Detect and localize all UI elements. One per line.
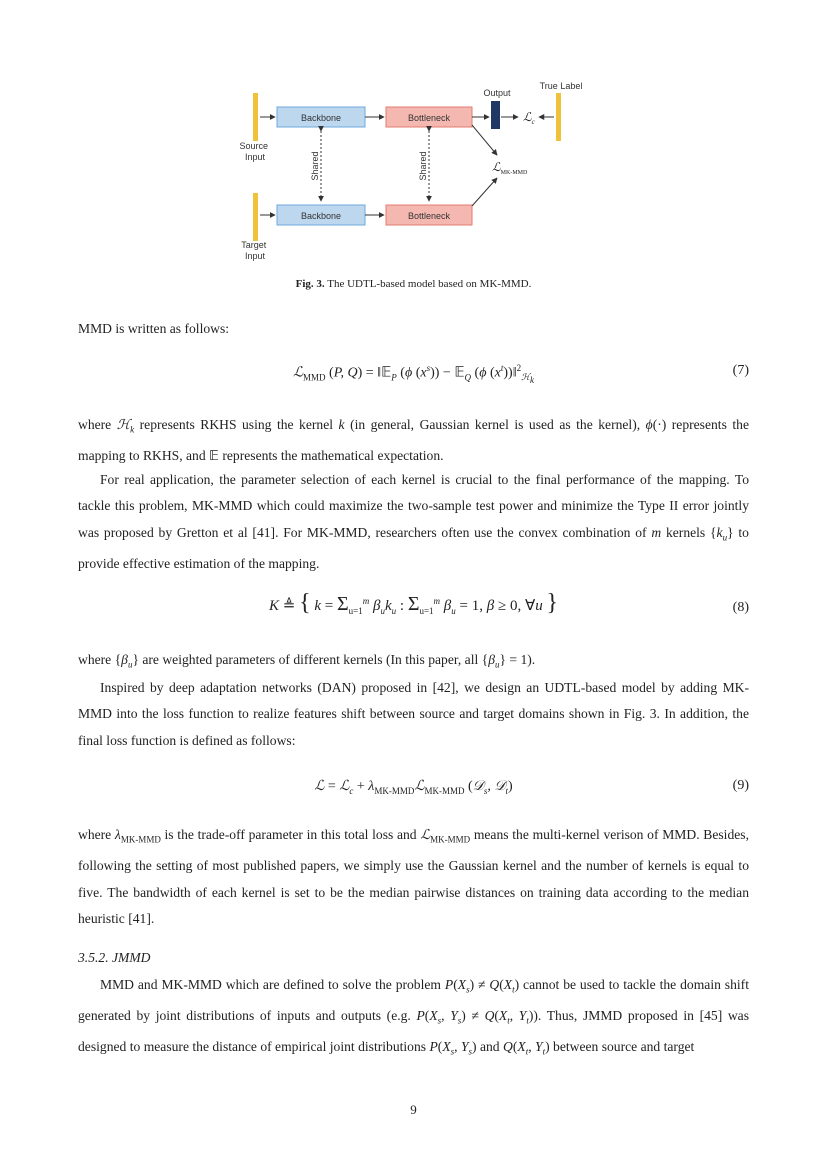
paragraph-mmd-intro: MMD is written as follows: bbox=[78, 321, 230, 336]
shared-left-label: Shared bbox=[310, 151, 320, 181]
bottleneck-top-label: Bottleneck bbox=[407, 113, 451, 123]
output-label: Output bbox=[483, 88, 511, 98]
caption-text: The UDTL-based model based on MK-MMD. bbox=[327, 278, 532, 290]
arrow-top-to-mmd bbox=[472, 125, 497, 155]
backbone-bottom-label: Backbone bbox=[300, 211, 342, 221]
equation-7-body: ℒ$_{MMD}$ (P, Q) = ‖𝔼$_P$ (ϕ $(x^s)$) − 𝔼$_Q$ (ϕ $(x^t))‖^2_{ℋ_k}$ bbox=[292, 363, 535, 386]
paragraph-dan: Inspired by deep adaptation networks (DAN) proposed in [42], we design an UDTL-based model by adding MK-MMD into the loss function to realize features shift between source and target domains shown in Fig. 3. In addition, the final loss function is defined as follows: bbox=[78, 680, 749, 748]
equation-8 bbox=[78, 590, 749, 634]
page-number: 9 bbox=[410, 1102, 417, 1117]
equation-7 bbox=[78, 363, 749, 393]
loss-mmd-label: ℒ$_{MK-MMD}$ bbox=[492, 160, 528, 176]
target-input-bar bbox=[253, 193, 258, 241]
caption-label: Fig. 3. bbox=[295, 278, 325, 290]
figure-caption bbox=[0, 278, 827, 290]
loss-c-label: ℒ$_c$ bbox=[523, 110, 535, 126]
figure-udtl-mkmmd bbox=[235, 75, 595, 270]
arrow-bottom-to-mmd bbox=[472, 178, 497, 206]
architecture-diagram bbox=[235, 75, 595, 270]
section-heading-jmmd: 3.5.2. JMMD bbox=[78, 950, 151, 965]
equation-9-number: (9) bbox=[732, 778, 749, 793]
true-label-bar bbox=[556, 93, 561, 141]
paragraph-rkhs: where ℋ$_k$ represents RKHS using the kernel k (in general, Gaussian kernel is used as the kernel), ϕ(·) represents the mapping to RKHS, and 𝔼 represents the mathematical expectation. bbox=[78, 417, 749, 464]
equation-8-number: (8) bbox=[732, 600, 749, 615]
target-input-label: Target Input bbox=[241, 240, 267, 261]
paragraph-beta: where $\{\beta_u\}$ are weighted parameters of different kernels (In this paper, all $\{\beta_u\} = 1$). bbox=[78, 652, 536, 670]
backbone-top-label: Backbone bbox=[300, 113, 342, 123]
source-input-label: Source Input bbox=[239, 141, 269, 162]
equation-8-body: K ≜ { $k = \Sigma_{u=1}^m$ $\beta_uk_u$ : $\Sigma_{u=1}^m$ $\beta_u = 1$, β ≥ 0, ∀u } bbox=[269, 590, 558, 616]
shared-right-label: Shared bbox=[418, 151, 428, 181]
output-block bbox=[491, 101, 500, 129]
paragraph-mkmmd: For real application, the parameter selection of each kernel is crucial to the final performance of the mapping. To tackle this problem, MK-MMD which could maximize the two-sample test power and minimize the Type II error jointly was proposed by Gretton et al [41]. For MK-MMD, researchers often use the convex combination of m kernels $\{k_u\}$ to provide effective estimation of the mapping. bbox=[78, 472, 749, 571]
source-input-bar bbox=[253, 93, 258, 141]
bottleneck-bottom-label: Bottleneck bbox=[407, 211, 451, 221]
equation-9 bbox=[78, 778, 749, 802]
paragraph-jmmd: MMD and MK-MMD which are defined to solve the problem $P(X_s) \ne Q(X_t)$ cannot be used to tackle the domain shift generated by joint distributions of inputs and outputs (e.g. $P(X_s$, $Y_s) \ne Q(X_t$, $Y_t$)). Thus, JMMD proposed in [45] was designed to measure the distance of empirical joint distributions $P(X_s$, $Y_s$) and $Q(X_t$, $Y_t$) between source and target bbox=[78, 977, 750, 1057]
true-label-label: True Label bbox=[539, 81, 583, 91]
equation-7-number: (7) bbox=[732, 363, 749, 378]
paragraph-tradeoff: where $\lambda_{MK-MMD}$ is the trade-off parameter in this total loss and ℒ$_{MK-MMD}$ means the multi-kernel verison of MMD. Besides, following the setting of most published papers, we simply use the Gaussian kernel and the number of kernels is equal to five. The bandwidth of each kernel is set to be the median pairwise distances on training data according to the median heuristic [41]. bbox=[78, 827, 749, 926]
equation-9-body: ℒ = ℒ$_c$ + $\lambda_{MK-MMD}ℒ_{MK-MMD}$ (𝒟$_s$, 𝒟$_t$) bbox=[314, 779, 513, 796]
